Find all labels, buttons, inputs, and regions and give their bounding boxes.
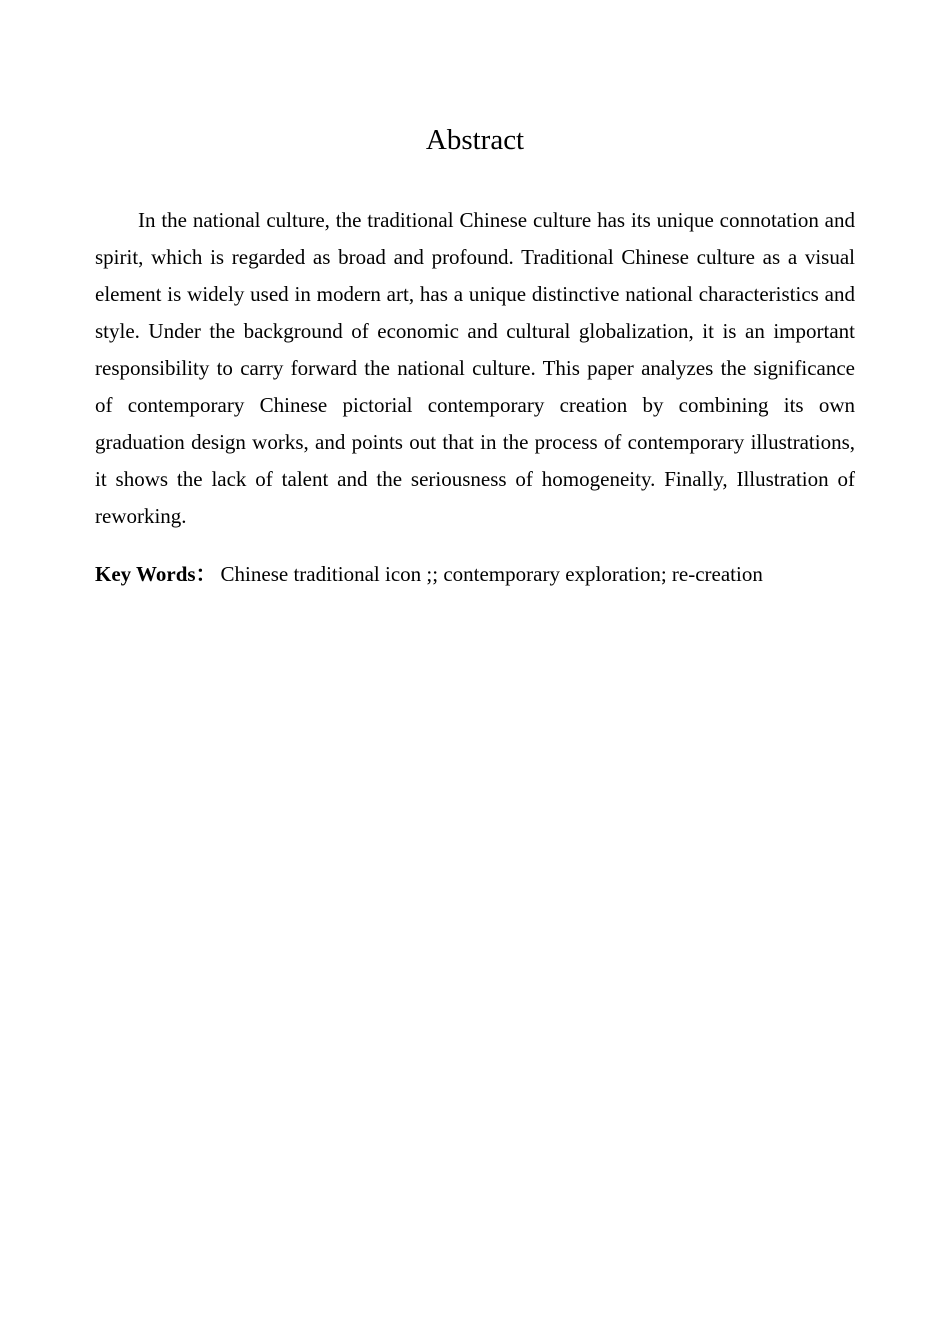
keywords-label: Key Words：: [95, 562, 217, 586]
abstract-title: Abstract: [425, 124, 525, 156]
abstract-paragraph: In the national culture, the traditional Chinese culture has its unique connotation and spirit, which is regarded as broad and profound. Traditional Chinese culture as a visual element is widely used in modern art, has a unique distinctive national characteristics and style. Under the background of economic and cultural globalization, it is an important responsibility to carry forward the national culture. This paper analyzes the significance of contemporary Chinese pictorial contemporary creation by combining its own graduation design works, and points out that in the process of contemporary illustrations, it shows the lack of talent and the seriousness of homogeneity. Finally, Illustration of reworking.: [95, 208, 855, 528]
keywords-line: [95, 556, 855, 593]
keywords-value: Chinese traditional icon ;; contemporary exploration; re-creation: [220, 562, 763, 586]
